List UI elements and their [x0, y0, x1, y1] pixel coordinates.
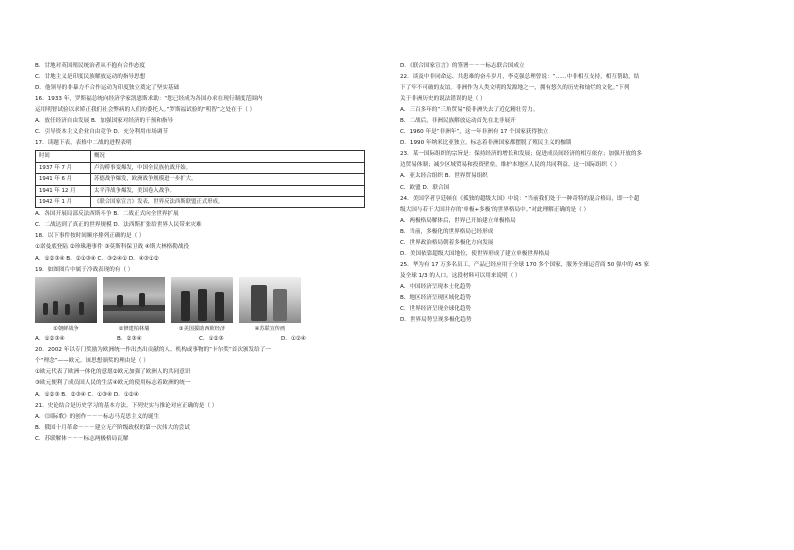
q24-stem-2: 级大国与若干大国并存的‘单极+多极’的世界格局中。”对此理解正确的是（ ） [400, 206, 590, 213]
picture-soviet-poster [239, 277, 301, 333]
q20-stem-1: 20．2002 年以专门奖励为欧洲统一作出杰出贡献的人、机构或事物的“卡尔奖”首次颁发给了一 [35, 347, 271, 354]
q22-stem-2: 下了牢不可破的友谊。非洲作为人类文明的发源地之一，拥有悠久的历史和灿烂的文化。”下列 [400, 85, 630, 92]
question-17 [35, 139, 385, 230]
q23-stem-1: 23．某一国际组织的宗旨是：保持经济的增长和发展；促进成员间经济的相互依存；加强开放的多 [400, 151, 643, 158]
q18-events: ①诺曼底登陆 ②珍珠港事件 ③莫斯科保卫战 ④斯大林格勒战役 [35, 244, 190, 251]
question-24 [400, 195, 772, 259]
table-row [36, 174, 365, 185]
q19-option-c: C．①②③ [199, 336, 224, 343]
table-cell: 太平洋战争爆发，美国卷入战争。 [91, 185, 365, 196]
photo-korean-war [35, 277, 97, 323]
q24-stem-1: 24．美国学者亨廷顿在《孤独的超级大国》中说：“当前我们处于一种奇特的混合格局，即一个超 [400, 195, 640, 202]
q25-option-c: C．世界经济呈现全球化趋势 [400, 306, 472, 313]
question-20 [35, 346, 385, 399]
table-cell: 卢沟桥事变爆发，中国全民族抗战开始。 [91, 162, 365, 173]
q22-stem-3: 关于非洲历史的说法错误的是（ ） [400, 96, 486, 103]
table-cell: 1941 年 12 月 [36, 185, 91, 196]
table-cell: 《联合国家宣言》发表，世界反法西斯联盟正式形成。 [91, 196, 365, 207]
q22-option-b: B．二战后，非洲民族解放运动首先在北非展开 [400, 118, 516, 125]
table-cell: 苏德战争爆发，欧洲战争规模进一步扩大。 [91, 174, 365, 185]
right-column [400, 62, 772, 327]
q19-pictures [35, 277, 385, 333]
table-row [36, 162, 365, 173]
q21-option-b: B．俄国十月革命－－－建立无产阶级政权的第一次伟大的尝试 [35, 424, 190, 431]
q17-options-cd: C．二战达到了真正的世界规模 D．法西斯扩张给世界人民带来灾难 [35, 222, 202, 229]
table-row [36, 196, 365, 207]
picture-us-aid [171, 277, 233, 333]
q16-stem-1: 16．1933 年，罗斯福总统向经济学家凯恩斯求助：“您已经成为各国办求在现行制度范围内 [35, 96, 263, 103]
q22-option-d: D．1990 年纳米比亚独立，标志着非洲国家都摆脱了殖民主义的枷锁 [400, 140, 572, 147]
q19-options [35, 335, 385, 344]
q22-option-c: C．1960 年是“非洲年”，这一年非洲有 17 个国家获得独立 [400, 129, 549, 136]
picture-caption: ④苏联宣传画 [254, 326, 286, 333]
q25-option-a: A．中国经济呈现本土化趋势 [400, 283, 471, 290]
question-16 [35, 95, 385, 137]
q25-option-d: D．世界局势呈现多极化趋势 [400, 317, 472, 324]
q23-stem-2: 边贸易体制；减少区域贸易和投资壁垒，维护本地区人民的共同利益。这一国际组织（ ） [400, 162, 620, 169]
question-25 [400, 261, 772, 325]
photo-us-aid [171, 277, 233, 323]
photo-berlin-wall [103, 277, 165, 323]
table-cell: 1942 年 1 月 [36, 196, 91, 207]
q20-stem-2: 个“理念”——欧元。该思想颁奖的理由是（ ） [35, 358, 149, 365]
picture-caption: ①朝鲜战争 [53, 326, 79, 333]
q21-option-d: D．《联合国家宣言》的签署－－－标志联合国成立 [400, 63, 525, 69]
q24-option-b: B．当前，多极化的世界格局已经形成 [400, 228, 494, 235]
question-23 [400, 150, 772, 192]
q24-option-a: A．两极格局解体后，世界已开始建立单极格局 [400, 217, 516, 224]
table-header-row [36, 151, 365, 162]
q22-option-a: A．三百多年的“三角贸易”使非洲失去了近亿精壮劳力。 [400, 107, 539, 114]
q24-option-c: C．世界政治格局朝着多极化方向发展 [400, 239, 494, 246]
table-cell: 1941 年 6 月 [36, 174, 91, 185]
table-cell: 1937 年 7 月 [36, 162, 91, 173]
q23-options-cd: C．欧盟 D．联合国 [400, 184, 450, 191]
q20-statements-1: ①欧元代表了欧洲一体化的意愿②欧元加强了欧洲人的共同意识 [35, 369, 191, 376]
q16-stem-2: 运用明智试验以求矫正我们社会弊病的人们的委托人。”罗斯福试验的“明智”之处在于（ ） [35, 107, 256, 114]
table-header-time: 时间 [36, 151, 91, 162]
q21-stem: 21．史论结合是历史学习的基本方法。下列史实与推论对应正确的是（ ） [35, 402, 218, 409]
q20-options: A．①②③ B．②③④ C．①③④ D．①②④ [35, 391, 139, 398]
q15-option-b: B．甘地对英国殖民统治者从不抱有合作态度 [35, 63, 146, 69]
picture-caption: ③美国援助西欧经济 [178, 326, 226, 333]
question-22 [400, 73, 772, 148]
photo-soviet-poster [239, 277, 301, 323]
q19-option-a: A．①②③④ [35, 336, 65, 343]
question-19 [35, 266, 385, 344]
q23-options-ab: A．亚太经合组织 B．世界贸易组织 [400, 173, 488, 180]
q16-options-cd: C．引导资本主义企业自由竞争 D．充分利用市场调节 [35, 129, 169, 136]
q17-stem: 17．读题下表，表格中二战的进程表明 [35, 140, 132, 147]
picture-korean-war [35, 277, 97, 333]
table-row [36, 185, 365, 196]
q21-option-c: C．苏联解体－－－标志两极格局瓦解 [35, 435, 129, 442]
question-18 [35, 232, 385, 263]
q18-options: A．①②③④ B．②①③④ C．③②④① D．④③①② [35, 255, 159, 262]
q20-statements-2: ③欧元便利了成员国人民的生活④欧元的使用标志着欧洲的统一 [35, 380, 191, 387]
left-column [35, 62, 385, 446]
q15-option-d: D．他领导的非暴力不合作运动为印度独立奠定了坚实基础 [35, 85, 180, 92]
war-progress-table [35, 150, 365, 208]
picture-berlin-wall [103, 277, 165, 333]
q19-stem: 19．如图图片中属于冷战表现的有（ ） [35, 266, 134, 273]
q19-option-b: B．②③④ [117, 336, 142, 343]
q15-option-c: C．甘地主义是印度民族解放运动的指导思想 [35, 74, 146, 81]
q22-stem-1: 22．谈及中非同命运、共患难的奋斗岁月，李克强总理曾说：“……中非相互支持，相互帮助，结 [400, 74, 640, 81]
q25-stem-1: 25．华为有 17 万多名员工，产品已经应用于全球 170 多个国家，服务全球运营商 50 强中的 45 家 [400, 261, 650, 268]
picture-caption: ②修建柏林墙 [118, 326, 150, 333]
table-header-overview: 概况 [91, 151, 365, 162]
q17-options-ab: A．各国开展局部反法西斯斗争 B．二战正式向全世界扩展 [35, 211, 179, 218]
q21-option-a: A．《国际歌》的创作－－－标志马克思主义的诞生 [35, 413, 160, 420]
q18-stem: 18．以下事件按时间顺序排列正确的是（ ） [35, 233, 145, 240]
q25-option-b: B．地区经济呈现区域化趋势 [400, 294, 471, 301]
question-21 [35, 402, 385, 444]
q24-option-d: D．美国依靠超级大国地位，使世界形成了建立单极世界格局 [400, 250, 550, 257]
q19-option-d: D．①②④ [281, 336, 306, 343]
q25-stem-2: 及全球 1/3 的人口。这段材料可以用来说明（ ） [400, 272, 521, 279]
q16-options-ab: A．放任经济自由发展 B．加强国家对经济的干预和指导 [35, 118, 174, 125]
